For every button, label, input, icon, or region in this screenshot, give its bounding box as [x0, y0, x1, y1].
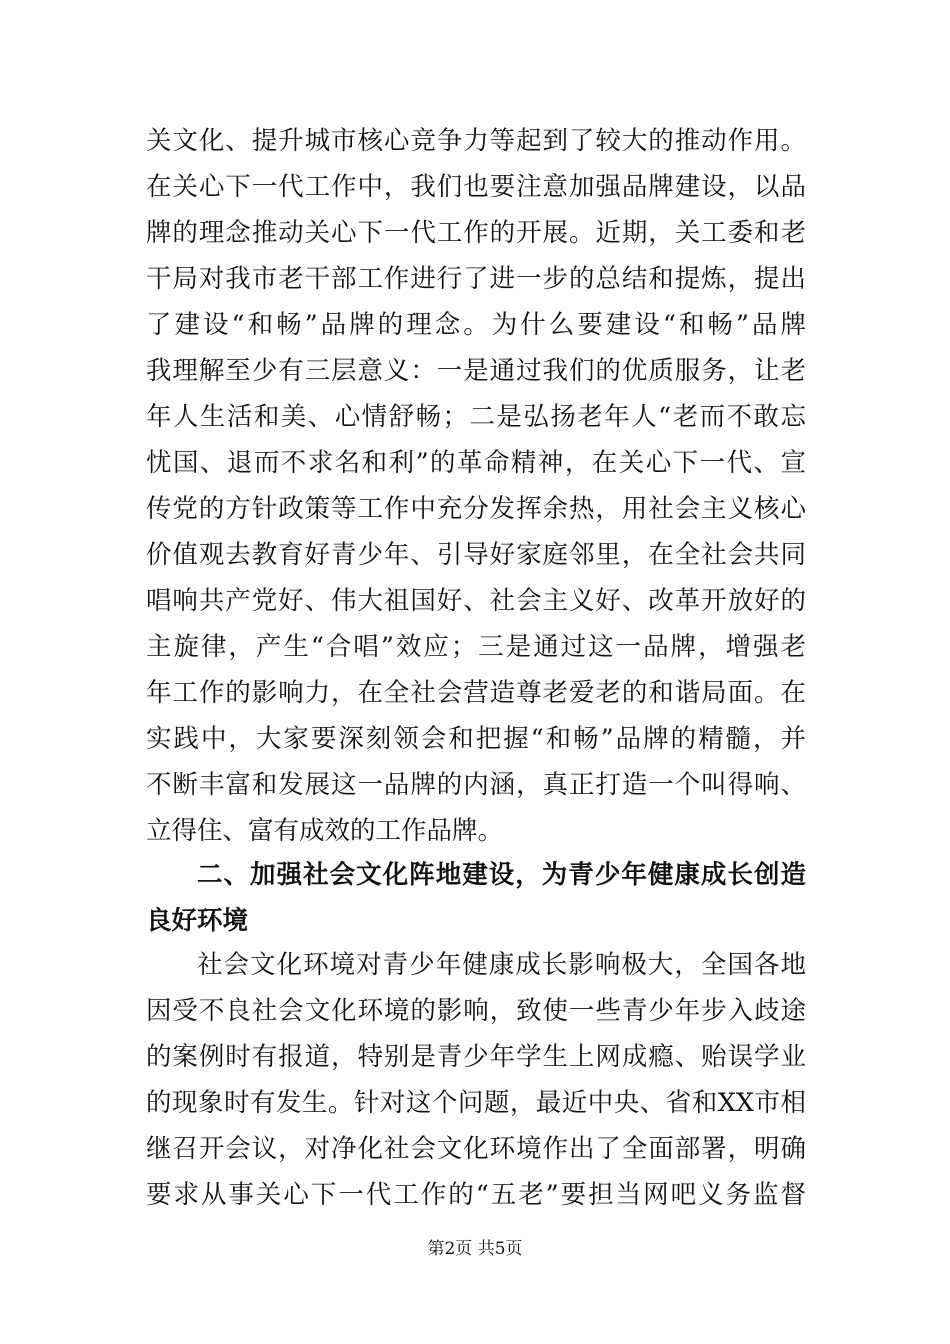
section-heading-line: 良好环境: [146, 906, 249, 936]
text-line: 因受不良社会文化环境的影响，致使一些青少年步入歧途: [146, 996, 806, 1026]
text-line: 的现象时有发生。针对这个问题，最近中央、省和XX市相: [146, 1088, 806, 1118]
text-line: 不断丰富和发展这一品牌的内涵，真正打造一个叫得响、: [146, 770, 806, 800]
text-line: 实践中，大家要深刻领会和把握“和畅”品牌的精髓，并: [146, 724, 806, 754]
text-line: 了建设“和畅”品牌的理念。为什么要建设“和畅”品牌: [146, 310, 806, 340]
text-line: 关文化、提升城市核心竞争力等起到了较大的推动作用。: [146, 126, 806, 156]
text-line: 继召开会议，对净化社会文化环境作出了全面部署，明确: [146, 1134, 806, 1164]
text-line: 我理解至少有三层意义：一是通过我们的优质服务，让老: [146, 356, 806, 386]
text-line: 主旋律，产生“合唱”效应；三是通过这一品牌，增强老: [146, 632, 806, 662]
text-line: 的案例时有报道，特别是青少年学生上网成瘾、贻误学业: [146, 1042, 806, 1072]
text-line: 传党的方针政策等工作中充分发挥余热，用社会主义核心: [146, 494, 806, 524]
page-number-footer: 第2页 共5页: [427, 1239, 523, 1259]
text-line: 忧国、退而不求名和利”的革命精神，在关心下一代、宣: [146, 448, 806, 478]
paragraph-first-line: 社会文化环境对青少年健康成长影响极大，全国各地: [197, 950, 806, 980]
text-line: 年工作的影响力，在全社会营造尊老爱老的和谐局面。在: [146, 678, 806, 708]
text-line: 干局对我市老干部工作进行了进一步的总结和提炼，提出: [146, 264, 806, 294]
text-line: 在关心下一代工作中，我们也要注意加强品牌建设，以品: [146, 172, 806, 202]
text-line: 唱响共产党好、伟大祖国好、社会主义好、改革开放好的: [146, 586, 806, 616]
text-line: 牌的理念推动关心下一代工作的开展。近期，关工委和老: [146, 218, 806, 248]
text-line: 要求从事关心下一代工作的“五老”要担当网吧义务监督: [146, 1180, 806, 1210]
text-line: 价值观去教育好青少年、引导好家庭邻里，在全社会共同: [146, 540, 806, 570]
text-line: 年人生活和美、心情舒畅；二是弘扬老年人“老而不敢忘: [146, 402, 806, 432]
text-line: 立得住、富有成效的工作品牌。: [146, 816, 504, 846]
section-heading-line: 二、加强社会文化阵地建设，为青少年健康成长创造: [197, 860, 806, 890]
